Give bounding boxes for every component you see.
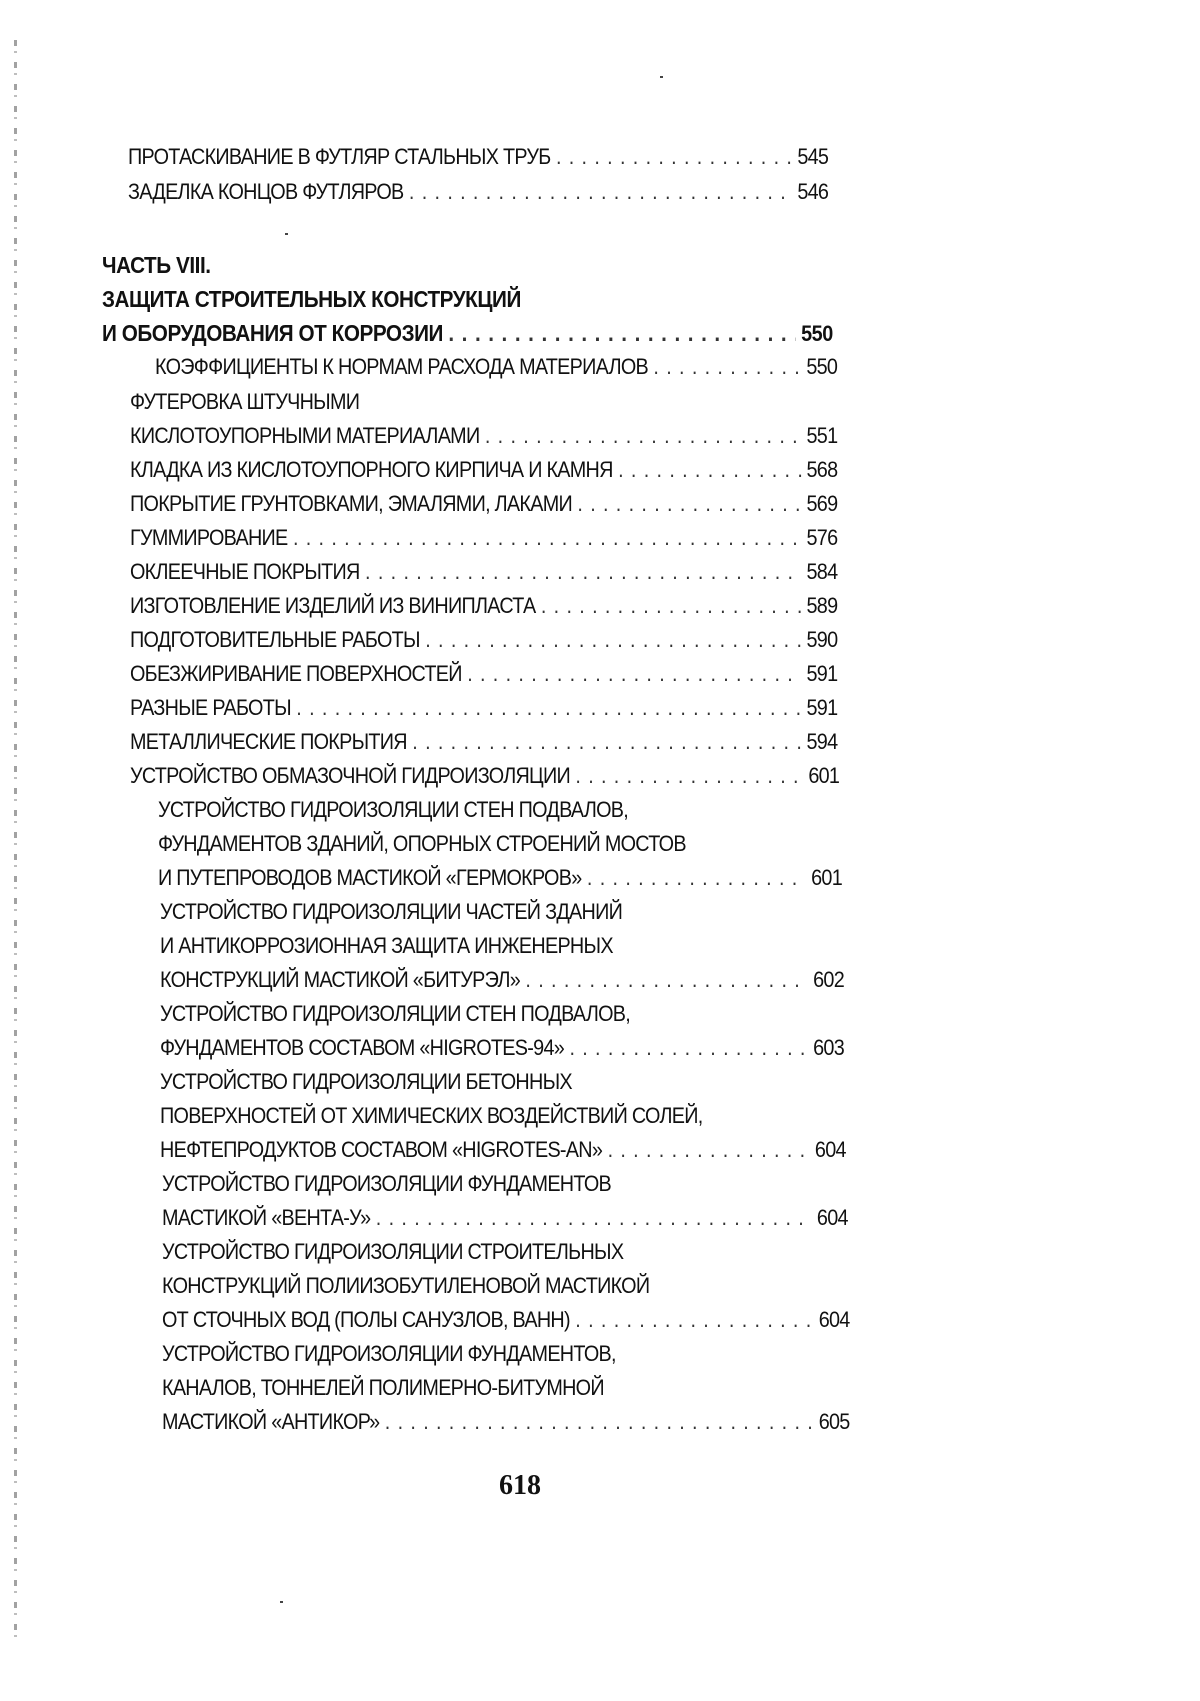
- dot-leader: [293, 523, 801, 553]
- toc-entry-title: ГУММИРОВАНИЕ: [130, 525, 288, 550]
- toc-entry-page: 576: [806, 525, 838, 550]
- toc-entry-title: КОЭФФИЦИЕНТЫ К НОРМАМ РАСХОДА МАТЕРИАЛОВ: [155, 354, 649, 379]
- toc-subentry: [160, 965, 844, 995]
- toc-subentry-title-line: ФУНДАМЕНТОВ ЗДАНИЙ, ОПОРНЫХ СТРОЕНИЙ МОСТОВ: [158, 831, 686, 856]
- toc-entry-title: ОБЕЗЖИРИВАНИЕ ПОВЕРХНОСТЕЙ: [130, 661, 462, 686]
- dot-leader: [385, 1407, 814, 1437]
- dot-leader: [575, 761, 803, 791]
- toc-entry-page: 601: [808, 763, 840, 788]
- toc-subentry-page: 604: [814, 1137, 846, 1162]
- page-number: 618: [499, 1470, 541, 1501]
- toc-entry: [155, 352, 837, 382]
- dot-leader: [569, 1033, 807, 1063]
- toc-entry-title: РАЗНЫЕ РАБОТЫ: [130, 695, 291, 720]
- toc-entry: [130, 421, 837, 451]
- toc-entry: [128, 142, 828, 172]
- toc-entry: [130, 489, 837, 519]
- toc-subentry-title-line: УСТРОЙСТВО ГИДРОИЗОЛЯЦИИ СТЕН ПОДВАЛОВ,: [160, 1001, 631, 1026]
- part-heading-page: 550: [801, 321, 833, 346]
- toc-entry-page: 590: [806, 627, 838, 652]
- toc-entry: [130, 727, 837, 757]
- toc-subentry-title-line: КАНАЛОВ, ТОННЕЛЕЙ ПОЛИМЕРНО-БИТУМНОЙ: [162, 1375, 604, 1400]
- toc-entry-title: ИЗГОТОВЛЕНИЕ ИЗДЕЛИЙ ИЗ ВИНИПЛАСТА: [130, 593, 536, 618]
- dot-leader: [448, 318, 795, 348]
- toc-subentry: [162, 1407, 850, 1437]
- dot-leader: [541, 591, 801, 621]
- toc-subentry: [158, 863, 842, 893]
- scan-speck: [280, 1601, 283, 1603]
- part-heading-title: И ОБОРУДОВАНИЯ ОТ КОРРОЗИИ: [102, 320, 443, 346]
- toc-entry-page: 568: [806, 457, 838, 482]
- toc-subentry-page: 601: [811, 865, 842, 890]
- toc-entry-title: ПОКРЫТИЕ ГРУНТОВКАМИ, ЭМАЛЯМИ, ЛАКАМИ: [130, 491, 572, 516]
- toc-entry-title: ЗАДЕЛКА КОНЦОВ ФУТЛЯРОВ: [128, 179, 404, 204]
- part-heading-line: ЗАЩИТА СТРОИТЕЛЬНЫХ КОНСТРУКЦИЙ: [102, 286, 521, 312]
- toc-subentry: [162, 1305, 850, 1335]
- toc-subentry-title: ФУНДАМЕНТОВ СОСТАВОМ «HIGROTES-94»: [160, 1035, 565, 1060]
- dot-leader: [525, 965, 807, 995]
- toc-subentry-page: 604: [816, 1205, 848, 1230]
- toc-entry: [130, 455, 837, 485]
- dot-leader: [412, 727, 801, 757]
- toc-entry-page: 546: [797, 179, 829, 204]
- dot-leader: [575, 1305, 813, 1335]
- toc-entry: [130, 523, 837, 553]
- toc-entry: [130, 557, 837, 587]
- scan-speck: [285, 233, 288, 235]
- toc-subentry-page: 604: [818, 1307, 850, 1332]
- toc-subentry-title-line: УСТРОЙСТВО ГИДРОИЗОЛЯЦИИ ЧАСТЕЙ ЗДАНИЙ: [160, 899, 623, 924]
- toc-entry-title: КИСЛОТОУПОРНЫМИ МАТЕРИАЛАМИ: [130, 423, 480, 448]
- dot-leader: [365, 557, 801, 587]
- toc-subentry-title-line: УСТРОЙСТВО ГИДРОИЗОЛЯЦИИ ФУНДАМЕНТОВ: [162, 1171, 612, 1196]
- toc-subentry-title: КОНСТРУКЦИЙ МАСТИКОЙ «БИТУРЭЛ»: [160, 967, 521, 992]
- toc-entry-title: ОКЛЕЕЧНЫЕ ПОКРЫТИЯ: [130, 559, 360, 584]
- part-heading-entry: [102, 318, 833, 349]
- toc-entry-page: 545: [797, 144, 829, 169]
- toc-subentry-title-line: КОНСТРУКЦИЙ ПОЛИИЗОБУТИЛЕНОВОЙ МАСТИКОЙ: [162, 1273, 650, 1298]
- dot-leader: [467, 659, 801, 689]
- dot-leader: [425, 625, 801, 655]
- dot-leader: [587, 863, 806, 893]
- toc-subentry-title-line: УСТРОЙСТВО ГИДРОИЗОЛЯЦИИ ФУНДАМЕНТОВ,: [162, 1341, 616, 1366]
- toc-subentry-title-line: ПОВЕРХНОСТЕЙ ОТ ХИМИЧЕСКИХ ВОЗДЕЙСТВИЙ СОЛЕЙ,: [160, 1103, 703, 1128]
- toc-entry-page: 584: [806, 559, 838, 584]
- toc-subentry-title: НЕФТЕПРОДУКТОВ СОСТАВОМ «HIGROTES-AN»: [160, 1137, 603, 1162]
- toc-entry-page: 551: [806, 423, 838, 448]
- toc-subentry-title-line: УСТРОЙСТВО ГИДРОИЗОЛЯЦИИ СТРОИТЕЛЬНЫХ: [162, 1239, 624, 1264]
- toc-entry: [130, 761, 839, 791]
- dot-leader: [618, 455, 801, 485]
- toc-entry-page: 550: [806, 354, 838, 379]
- toc-subentry: [162, 1203, 848, 1233]
- dot-leader: [556, 142, 792, 172]
- toc-entry-title-line: ФУТЕРОВКА ШТУЧНЫМИ: [130, 389, 360, 414]
- scan-edge-artifact: [14, 40, 17, 1640]
- toc-entry-page: 591: [806, 695, 838, 720]
- toc-subentry-title-line: УСТРОЙСТВО ГИДРОИЗОЛЯЦИИ БЕТОННЫХ: [160, 1069, 572, 1094]
- toc-subentry-title: МАСТИКОЙ «ВЕНТА-У»: [162, 1205, 371, 1230]
- toc-entry-page: 569: [806, 491, 838, 516]
- toc-entry: [130, 659, 837, 689]
- toc-entry-title: КЛАДКА ИЗ КИСЛОТОУПОРНОГО КИРПИЧА И КАМНЯ: [130, 457, 613, 482]
- toc-entry: [128, 177, 828, 207]
- dot-leader: [376, 1203, 812, 1233]
- toc-subentry: [160, 1033, 844, 1063]
- dot-leader: [409, 177, 792, 207]
- part-heading-line: ЧАСТЬ VIII.: [102, 252, 211, 278]
- toc-entry-page: 591: [806, 661, 838, 686]
- scan-speck: [660, 76, 663, 78]
- toc-subentry-title-line: И АНТИКОРРОЗИОННАЯ ЗАЩИТА ИНЖЕНЕРНЫХ: [160, 933, 613, 958]
- toc-subentry-page: 605: [818, 1409, 850, 1434]
- dot-leader: [485, 421, 801, 451]
- dot-leader: [653, 352, 801, 382]
- toc-entry-title: УСТРОЙСТВО ОБМАЗОЧНОЙ ГИДРОИЗОЛЯЦИИ: [130, 763, 571, 788]
- toc-entry-page: 594: [806, 729, 838, 754]
- dot-leader: [608, 1135, 810, 1165]
- toc-entry: [130, 591, 837, 621]
- dot-leader: [296, 693, 801, 723]
- toc-entry-page: 589: [806, 593, 838, 618]
- toc-subentry-page: 602: [813, 967, 844, 992]
- toc-entry-title: МЕТАЛЛИЧЕСКИЕ ПОКРЫТИЯ: [130, 729, 407, 754]
- toc-entry: [130, 693, 837, 723]
- toc-subentry-title: ОТ СТОЧНЫХ ВОД (ПОЛЫ САНУЗЛОВ, ВАНН): [162, 1307, 570, 1332]
- toc-subentry-title: И ПУТЕПРОВОДОВ МАСТИКОЙ «ГЕРМОКРОВ»: [158, 865, 582, 890]
- toc-entry: [130, 625, 837, 655]
- toc-entry-title: ПРОТАСКИВАНИЕ В ФУТЛЯР СТАЛЬНЫХ ТРУБ: [128, 144, 551, 169]
- toc-subentry: [160, 1135, 846, 1165]
- toc-subentry-title: МАСТИКОЙ «АНТИКОР»: [162, 1409, 380, 1434]
- toc-subentry-title-line: УСТРОЙСТВО ГИДРОИЗОЛЯЦИИ СТЕН ПОДВАЛОВ,: [158, 797, 629, 822]
- dot-leader: [577, 489, 801, 519]
- toc-subentry-page: 603: [813, 1035, 844, 1060]
- toc-entry-title: ПОДГОТОВИТЕЛЬНЫЕ РАБОТЫ: [130, 627, 420, 652]
